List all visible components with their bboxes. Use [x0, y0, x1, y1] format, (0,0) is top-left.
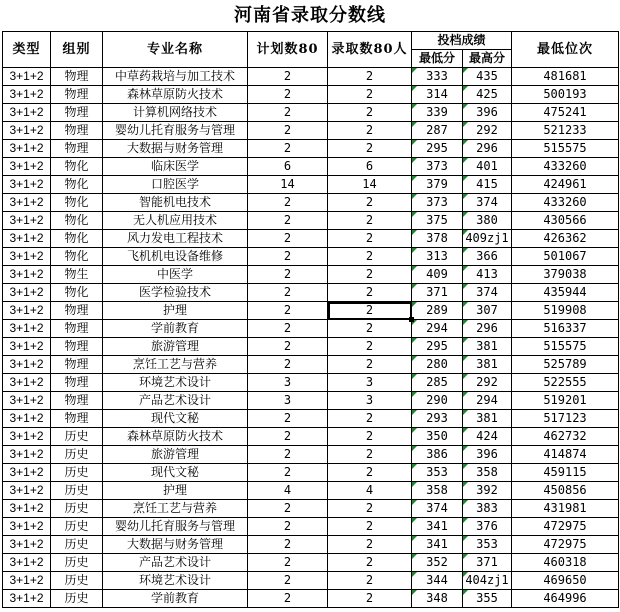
- cell-admit[interactable]: 2: [328, 230, 412, 248]
- cell-admit[interactable]: 2: [328, 140, 412, 158]
- admission-score-table: [2, 31, 619, 608]
- cell-min-score[interactable]: 285: [412, 374, 463, 392]
- cell-major[interactable]: 医学检验技术: [103, 284, 248, 302]
- cell-type[interactable]: 3+1+2: [3, 554, 51, 572]
- cell-min-score[interactable]: 378: [412, 230, 463, 248]
- cell-plan[interactable]: 2: [248, 464, 328, 482]
- cell-max-score[interactable]: 381: [463, 356, 512, 374]
- cell-type[interactable]: 3+1+2: [3, 428, 51, 446]
- cell-group[interactable]: 物化: [51, 248, 103, 266]
- cell-min-score[interactable]: 333: [412, 68, 463, 86]
- cell-max-score[interactable]: 381: [463, 410, 512, 428]
- cell-min-score[interactable]: 379: [412, 176, 463, 194]
- cell-group[interactable]: 物化: [51, 230, 103, 248]
- cell-group[interactable]: 物理: [51, 356, 103, 374]
- table-row: [3, 374, 619, 392]
- cell-type[interactable]: 3+1+2: [3, 158, 51, 176]
- cell-major[interactable]: 旅游管理: [103, 338, 248, 356]
- cell-group[interactable]: 物化: [51, 212, 103, 230]
- cell-major[interactable]: 中医学: [103, 266, 248, 284]
- cell-type[interactable]: 3+1+2: [3, 194, 51, 212]
- cell-plan[interactable]: 2: [248, 230, 328, 248]
- header-plan-count[interactable]: 计划数80: [248, 32, 328, 68]
- cell-type[interactable]: 3+1+2: [3, 86, 51, 104]
- table-row: [3, 122, 619, 140]
- cell-min-score[interactable]: 280: [412, 356, 463, 374]
- table-row: [3, 158, 619, 176]
- cell-min-rank[interactable]: 481681: [512, 68, 619, 86]
- cell-type[interactable]: 3+1+2: [3, 176, 51, 194]
- cell-type[interactable]: 3+1+2: [3, 302, 51, 320]
- table-row: [3, 428, 619, 446]
- table-row: [3, 212, 619, 230]
- cell-plan[interactable]: 2: [248, 428, 328, 446]
- cell-min-rank[interactable]: 522555: [512, 374, 619, 392]
- cell-max-score[interactable]: 435: [463, 68, 512, 86]
- cell-major[interactable]: 学前教育: [103, 320, 248, 338]
- table-row: [3, 194, 619, 212]
- table-row: [3, 338, 619, 356]
- cell-major[interactable]: 护理: [103, 302, 248, 320]
- cell-min-rank[interactable]: 430566: [512, 212, 619, 230]
- table-row: [3, 140, 619, 158]
- cell-major[interactable]: 无人机应用技术: [103, 212, 248, 230]
- cell-major[interactable]: 飞机机电设备维修: [103, 248, 248, 266]
- table-row: [3, 230, 619, 248]
- cell-max-score[interactable]: 296: [463, 320, 512, 338]
- cell-min-rank[interactable]: 450856: [512, 482, 619, 500]
- cell-min-score[interactable]: 350: [412, 428, 463, 446]
- cell-group[interactable]: 历史: [51, 428, 103, 446]
- cell-major[interactable]: 环境艺术设计: [103, 572, 248, 590]
- cell-major[interactable]: 现代文秘: [103, 410, 248, 428]
- cell-max-score[interactable]: 424: [463, 428, 512, 446]
- cell-admit[interactable]: 2: [328, 500, 412, 518]
- cell-max-score[interactable]: 415: [463, 176, 512, 194]
- cell-group[interactable]: 历史: [51, 500, 103, 518]
- cell-max-score[interactable]: 371: [463, 554, 512, 572]
- cell-plan[interactable]: 2: [248, 518, 328, 536]
- cell-min-score[interactable]: 294: [412, 320, 463, 338]
- cell-admit[interactable]: 2: [328, 590, 412, 608]
- cell-type[interactable]: 3+1+2: [3, 122, 51, 140]
- cell-admit[interactable]: 2: [328, 536, 412, 554]
- table-row: [3, 590, 619, 608]
- cell-min-score[interactable]: 290: [412, 392, 463, 410]
- cell-plan[interactable]: 2: [248, 86, 328, 104]
- cell-group[interactable]: 物理: [51, 140, 103, 158]
- cell-major[interactable]: 智能机电技术: [103, 194, 248, 212]
- cell-plan[interactable]: 2: [248, 266, 328, 284]
- cell-group[interactable]: 物理: [51, 338, 103, 356]
- cell-max-score[interactable]: 307: [463, 302, 512, 320]
- cell-min-score[interactable]: 341: [412, 518, 463, 536]
- selected-cell[interactable]: 2: [328, 302, 412, 320]
- cell-type[interactable]: 3+1+2: [3, 392, 51, 410]
- cell-plan[interactable]: 3: [248, 392, 328, 410]
- cell-min-rank[interactable]: 525789: [512, 356, 619, 374]
- cell-min-rank[interactable]: 379038: [512, 266, 619, 284]
- cell-plan[interactable]: 2: [248, 104, 328, 122]
- cell-type[interactable]: 3+1+2: [3, 356, 51, 374]
- cell-major[interactable]: 烹饪工艺与营养: [103, 500, 248, 518]
- cell-plan[interactable]: 6: [248, 158, 328, 176]
- table-row: [3, 518, 619, 536]
- cell-admit[interactable]: 2: [328, 320, 412, 338]
- cell-min-rank[interactable]: 460318: [512, 554, 619, 572]
- table-row: [3, 176, 619, 194]
- table-row: [3, 302, 619, 320]
- table-row: [3, 392, 619, 410]
- cell-group[interactable]: 物理: [51, 410, 103, 428]
- cell-min-rank[interactable]: 475241: [512, 104, 619, 122]
- cell-admit[interactable]: 2: [328, 428, 412, 446]
- cell-admit[interactable]: 2: [328, 68, 412, 86]
- cell-group[interactable]: 物理: [51, 122, 103, 140]
- cell-max-score[interactable]: 383: [463, 500, 512, 518]
- cell-group[interactable]: 物理: [51, 104, 103, 122]
- table-row: [3, 500, 619, 518]
- cell-min-score[interactable]: 373: [412, 194, 463, 212]
- cell-max-score[interactable]: 396: [463, 104, 512, 122]
- cell-type[interactable]: 3+1+2: [3, 374, 51, 392]
- table-row: [3, 554, 619, 572]
- cell-min-rank[interactable]: 521233: [512, 122, 619, 140]
- cell-major[interactable]: 婴幼儿托育服务与管理: [103, 122, 248, 140]
- cell-group[interactable]: 历史: [51, 518, 103, 536]
- cell-plan[interactable]: 14: [248, 176, 328, 194]
- cell-min-rank[interactable]: 435944: [512, 284, 619, 302]
- cell-min-rank[interactable]: 472975: [512, 536, 619, 554]
- cell-max-score[interactable]: 353: [463, 536, 512, 554]
- selection-fill-handle[interactable]: [409, 317, 414, 322]
- header-major[interactable]: 专业名称: [103, 32, 248, 68]
- cell-min-score[interactable]: 287: [412, 122, 463, 140]
- cell-min-score[interactable]: 371: [412, 284, 463, 302]
- cell-min-rank[interactable]: 469650: [512, 572, 619, 590]
- cell-min-rank[interactable]: 424961: [512, 176, 619, 194]
- cell-max-score[interactable]: 358: [463, 464, 512, 482]
- cell-max-score[interactable]: 381: [463, 338, 512, 356]
- cell-plan[interactable]: 2: [248, 554, 328, 572]
- cell-group[interactable]: 历史: [51, 482, 103, 500]
- cell-min-score[interactable]: 344: [412, 572, 463, 590]
- cell-group[interactable]: 物生: [51, 266, 103, 284]
- cell-plan[interactable]: 2: [248, 446, 328, 464]
- cell-type[interactable]: 3+1+2: [3, 446, 51, 464]
- cell-min-rank[interactable]: 431981: [512, 500, 619, 518]
- table-row: [3, 410, 619, 428]
- cell-min-score[interactable]: 375: [412, 212, 463, 230]
- cell-major[interactable]: 口腔医学: [103, 176, 248, 194]
- table-row: [3, 536, 619, 554]
- cell-max-score[interactable]: 374: [463, 284, 512, 302]
- cell-admit[interactable]: 2: [328, 554, 412, 572]
- cell-admit[interactable]: 2: [328, 266, 412, 284]
- cell-admit[interactable]: 2: [328, 518, 412, 536]
- cell-min-score[interactable]: 409: [412, 266, 463, 284]
- cell-min-rank[interactable]: 519908: [512, 302, 619, 320]
- cell-type[interactable]: 3+1+2: [3, 266, 51, 284]
- cell-min-score[interactable]: 295: [412, 140, 463, 158]
- cell-admit[interactable]: 14: [328, 176, 412, 194]
- cell-min-rank[interactable]: 515575: [512, 140, 619, 158]
- cell-min-score[interactable]: 353: [412, 464, 463, 482]
- cell-admit[interactable]: 2: [328, 446, 412, 464]
- cell-group[interactable]: 物化: [51, 284, 103, 302]
- cell-major[interactable]: 产品艺术设计: [103, 554, 248, 572]
- cell-min-score[interactable]: 341: [412, 536, 463, 554]
- cell-admit[interactable]: 2: [328, 410, 412, 428]
- cell-group[interactable]: 历史: [51, 464, 103, 482]
- cell-min-rank[interactable]: 516337: [512, 320, 619, 338]
- cell-min-rank[interactable]: 500193: [512, 86, 619, 104]
- cell-type[interactable]: 3+1+2: [3, 248, 51, 266]
- cell-group[interactable]: 历史: [51, 572, 103, 590]
- cell-min-rank[interactable]: 472975: [512, 518, 619, 536]
- cell-max-score[interactable]: 292: [463, 374, 512, 392]
- table-row: [3, 572, 619, 590]
- cell-min-score[interactable]: 339: [412, 104, 463, 122]
- cell-major[interactable]: 产品艺术设计: [103, 392, 248, 410]
- cell-type[interactable]: 3+1+2: [3, 410, 51, 428]
- cell-major[interactable]: 森林草原防火技术: [103, 86, 248, 104]
- cell-major[interactable]: 学前教育: [103, 590, 248, 608]
- cell-min-rank[interactable]: 501067: [512, 248, 619, 266]
- cell-min-rank[interactable]: 515575: [512, 338, 619, 356]
- cell-group[interactable]: 历史: [51, 590, 103, 608]
- cell-major[interactable]: 森林草原防火技术: [103, 428, 248, 446]
- header-admit-count[interactable]: 录取数80人: [328, 32, 412, 68]
- cell-max-score[interactable]: 404zj1: [463, 572, 512, 590]
- cell-max-score[interactable]: 409zj1: [463, 230, 512, 248]
- cell-major[interactable]: 环境艺术设计: [103, 374, 248, 392]
- sheet-title: 河南省录取分数线: [234, 5, 386, 26]
- cell-min-score[interactable]: 314: [412, 86, 463, 104]
- cell-admit[interactable]: 3: [328, 392, 412, 410]
- cell-plan[interactable]: 2: [248, 572, 328, 590]
- cell-group[interactable]: 历史: [51, 446, 103, 464]
- cell-group[interactable]: 物理: [51, 374, 103, 392]
- cell-plan[interactable]: 2: [248, 590, 328, 608]
- cell-type[interactable]: 3+1+2: [3, 590, 51, 608]
- table-row: [3, 356, 619, 374]
- cell-min-score[interactable]: 374: [412, 500, 463, 518]
- cell-plan[interactable]: 2: [248, 122, 328, 140]
- cell-major[interactable]: 旅游管理: [103, 446, 248, 464]
- cell-major[interactable]: 烹饪工艺与营养: [103, 356, 248, 374]
- cell-group[interactable]: 物理: [51, 392, 103, 410]
- cell-plan[interactable]: 2: [248, 68, 328, 86]
- cell-max-score[interactable]: 425: [463, 86, 512, 104]
- cell-min-rank[interactable]: 517123: [512, 410, 619, 428]
- cell-type[interactable]: 3+1+2: [3, 320, 51, 338]
- table-row: [3, 68, 619, 86]
- header-scores[interactable]: 投档成绩: [412, 32, 512, 50]
- cell-min-rank[interactable]: 433260: [512, 194, 619, 212]
- cell-type[interactable]: 3+1+2: [3, 230, 51, 248]
- cell-major[interactable]: 临床医学: [103, 158, 248, 176]
- cell-min-score[interactable]: 293: [412, 410, 463, 428]
- cell-major[interactable]: 现代文秘: [103, 464, 248, 482]
- cell-plan[interactable]: 2: [248, 410, 328, 428]
- cell-min-score[interactable]: 358: [412, 482, 463, 500]
- cell-max-score[interactable]: 392: [463, 482, 512, 500]
- cell-min-rank[interactable]: 462732: [512, 428, 619, 446]
- cell-admit[interactable]: 2: [328, 572, 412, 590]
- cell-major[interactable]: 大数据与财务管理: [103, 536, 248, 554]
- cell-plan[interactable]: 2: [248, 140, 328, 158]
- cell-type[interactable]: 3+1+2: [3, 500, 51, 518]
- cell-type[interactable]: 3+1+2: [3, 284, 51, 302]
- cell-type[interactable]: 3+1+2: [3, 68, 51, 86]
- cell-group[interactable]: 物理: [51, 302, 103, 320]
- cell-plan[interactable]: 2: [248, 338, 328, 356]
- table-row: [3, 266, 619, 284]
- cell-min-score[interactable]: 348: [412, 590, 463, 608]
- cell-admit[interactable]: 2: [328, 104, 412, 122]
- table-row: [3, 482, 619, 500]
- table-row: [3, 284, 619, 302]
- cell-admit[interactable]: 6: [328, 158, 412, 176]
- table-body: [3, 68, 619, 608]
- cell-admit[interactable]: 2: [328, 464, 412, 482]
- cell-min-rank[interactable]: 464996: [512, 590, 619, 608]
- cell-major[interactable]: 护理: [103, 482, 248, 500]
- cell-max-score[interactable]: 366: [463, 248, 512, 266]
- cell-plan[interactable]: 2: [248, 194, 328, 212]
- header-row: [3, 32, 619, 50]
- cell-admit[interactable]: 2: [328, 338, 412, 356]
- cell-type[interactable]: 3+1+2: [3, 140, 51, 158]
- header-min-score[interactable]: 最低分: [412, 50, 463, 68]
- cell-major[interactable]: 大数据与财务管理: [103, 140, 248, 158]
- cell-max-score[interactable]: 396: [463, 446, 512, 464]
- cell-admit[interactable]: 2: [328, 86, 412, 104]
- cell-type[interactable]: 3+1+2: [3, 518, 51, 536]
- cell-max-score[interactable]: 380: [463, 212, 512, 230]
- cell-max-score[interactable]: 374: [463, 194, 512, 212]
- cell-type[interactable]: 3+1+2: [3, 572, 51, 590]
- cell-min-score[interactable]: 386: [412, 446, 463, 464]
- cell-min-rank[interactable]: 519201: [512, 392, 619, 410]
- cell-plan[interactable]: 2: [248, 500, 328, 518]
- cell-max-score[interactable]: 292: [463, 122, 512, 140]
- cell-min-score[interactable]: 295: [412, 338, 463, 356]
- cell-max-score[interactable]: 401: [463, 158, 512, 176]
- cell-admit[interactable]: 2: [328, 212, 412, 230]
- cell-admit[interactable]: 2: [328, 356, 412, 374]
- cell-plan[interactable]: 2: [248, 320, 328, 338]
- header-type[interactable]: 类型: [3, 32, 51, 68]
- cell-min-rank[interactable]: 414874: [512, 446, 619, 464]
- cell-plan[interactable]: 3: [248, 374, 328, 392]
- cell-group[interactable]: 物化: [51, 194, 103, 212]
- cell-min-score[interactable]: 289: [412, 302, 463, 320]
- cell-plan[interactable]: 2: [248, 248, 328, 266]
- cell-type[interactable]: 3+1+2: [3, 482, 51, 500]
- cell-plan[interactable]: 2: [248, 212, 328, 230]
- cell-min-score[interactable]: 373: [412, 158, 463, 176]
- cell-max-score[interactable]: 413: [463, 266, 512, 284]
- cell-group[interactable]: 历史: [51, 536, 103, 554]
- table-row: [3, 320, 619, 338]
- cell-type[interactable]: 3+1+2: [3, 536, 51, 554]
- cell-min-score[interactable]: 313: [412, 248, 463, 266]
- cell-major[interactable]: 中草药栽培与加工技术: [103, 68, 248, 86]
- cell-plan[interactable]: 2: [248, 284, 328, 302]
- cell-group[interactable]: 物理: [51, 320, 103, 338]
- cell-admit[interactable]: 3: [328, 374, 412, 392]
- cell-group[interactable]: 物理: [51, 68, 103, 86]
- cell-admit[interactable]: 2: [328, 122, 412, 140]
- cell-type[interactable]: 3+1+2: [3, 464, 51, 482]
- cell-group[interactable]: 历史: [51, 554, 103, 572]
- cell-plan[interactable]: 2: [248, 302, 328, 320]
- table-row: [3, 464, 619, 482]
- cell-min-score[interactable]: 352: [412, 554, 463, 572]
- header-min-rank[interactable]: 最低位次: [512, 32, 619, 68]
- cell-major[interactable]: 风力发电工程技术: [103, 230, 248, 248]
- cell-group[interactable]: 物理: [51, 86, 103, 104]
- cell-major[interactable]: 计算机网络技术: [103, 104, 248, 122]
- table-row: [3, 248, 619, 266]
- table-row: [3, 86, 619, 104]
- cell-admit[interactable]: 2: [328, 248, 412, 266]
- cell-max-score[interactable]: 296: [463, 140, 512, 158]
- cell-min-rank[interactable]: 459115: [512, 464, 619, 482]
- cell-group[interactable]: 物化: [51, 176, 103, 194]
- cell-type[interactable]: 3+1+2: [3, 212, 51, 230]
- cell-group[interactable]: 物化: [51, 158, 103, 176]
- cell-admit[interactable]: 4: [328, 482, 412, 500]
- cell-type[interactable]: 3+1+2: [3, 338, 51, 356]
- cell-max-score[interactable]: 294: [463, 392, 512, 410]
- cell-major[interactable]: 婴幼儿托育服务与管理: [103, 518, 248, 536]
- cell-max-score[interactable]: 355: [463, 590, 512, 608]
- header-group[interactable]: 组别: [51, 32, 103, 68]
- cell-min-rank[interactable]: 433260: [512, 158, 619, 176]
- table-row: [3, 104, 619, 122]
- cell-plan[interactable]: 2: [248, 536, 328, 554]
- cell-max-score[interactable]: 376: [463, 518, 512, 536]
- cell-min-rank[interactable]: 426362: [512, 230, 619, 248]
- header-max-score[interactable]: 最高分: [463, 50, 512, 68]
- cell-plan[interactable]: 2: [248, 356, 328, 374]
- cell-plan[interactable]: 4: [248, 482, 328, 500]
- cell-admit[interactable]: 2: [328, 284, 412, 302]
- cell-admit[interactable]: 2: [328, 194, 412, 212]
- cell-type[interactable]: 3+1+2: [3, 104, 51, 122]
- table-row: [3, 446, 619, 464]
